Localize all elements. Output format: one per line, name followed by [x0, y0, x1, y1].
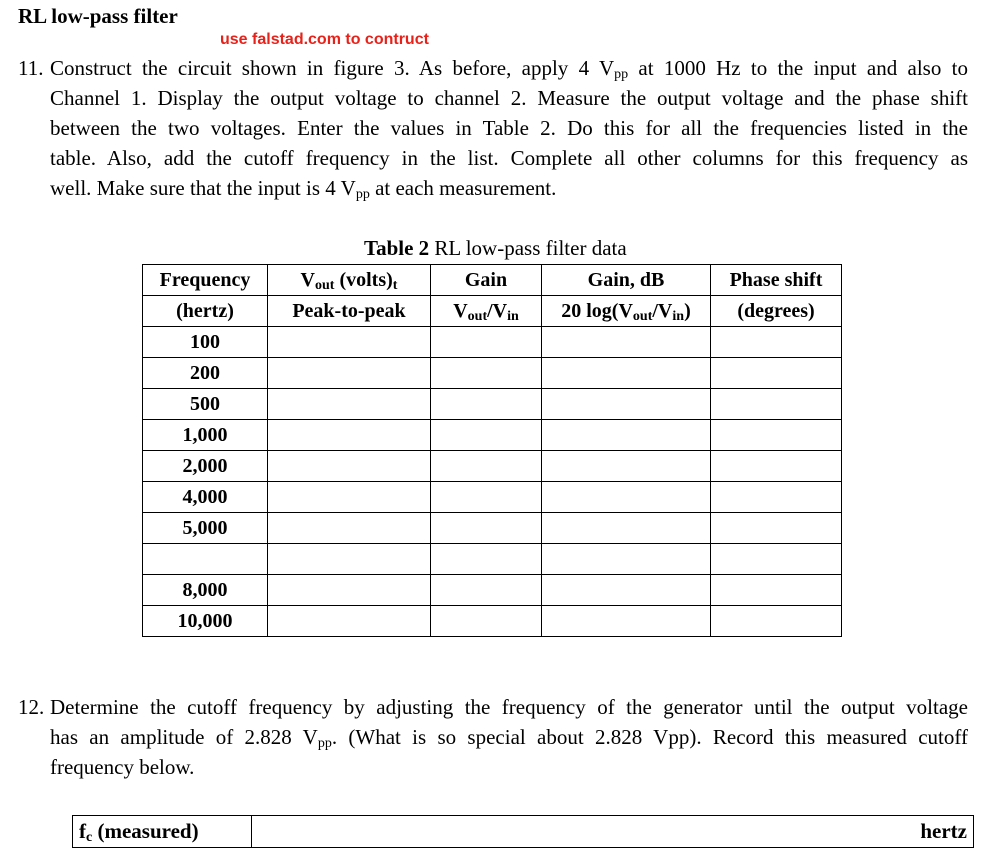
table-row — [143, 575, 842, 606]
entry-cell[interactable] — [431, 606, 542, 637]
table-header-row — [143, 265, 842, 296]
entry-cell[interactable] — [711, 451, 842, 482]
frequency-cell: 500 — [143, 389, 268, 420]
frequency-cell: 10,000 — [143, 606, 268, 637]
frequency-cell: 4,000 — [143, 482, 268, 513]
entry-cell[interactable] — [542, 575, 711, 606]
header-vout: $V_{out}$ $(volts)_t$ — [268, 265, 431, 296]
entry-cell[interactable] — [711, 513, 842, 544]
instruction-line: Construct the circuit shown in figure 3. As before, apply 4 $V_{pp}$ at 1000 Hz to the input and also to — [50, 56, 968, 82]
instruction-line: has an amplitude of 2.828 $V_{pp}$. (What is so special about 2.828 Vpp). Record this measured cutoff — [50, 725, 968, 751]
table-caption: Table 2 RL low-pass filter data — [364, 236, 627, 260]
header-degrees: (degrees) — [711, 296, 842, 327]
instruction-line: table. Also, add the cutoff frequency in the list. Complete all other columns for this frequency as — [50, 146, 968, 170]
entry-cell[interactable] — [711, 544, 842, 575]
entry-cell[interactable] — [268, 358, 431, 389]
cutoff-value-field[interactable] — [252, 816, 973, 847]
table-row — [143, 451, 842, 482]
entry-cell[interactable] — [431, 358, 542, 389]
table-row — [143, 482, 842, 513]
header-gain: Gain — [431, 265, 542, 296]
entry-cell[interactable] — [711, 482, 842, 513]
instruction-line: frequency below. — [50, 755, 195, 779]
annotation-note: use falstad.com to contruct — [220, 31, 429, 48]
table-row — [143, 544, 842, 575]
frequency-cell: 2,000 — [143, 451, 268, 482]
table-row — [143, 420, 842, 451]
header-phase-shift: Phase shift — [711, 265, 842, 296]
entry-cell[interactable] — [268, 389, 431, 420]
header-db-formula: 20 $\log(V_{out}/V_{in})$ — [542, 296, 711, 327]
table-row — [143, 606, 842, 637]
filter-data-table — [142, 264, 842, 637]
table-row — [143, 513, 842, 544]
instruction-line: between the two voltages. Enter the values in Table 2. Do this for all the frequencies listed in the — [50, 116, 968, 140]
entry-cell[interactable] — [268, 575, 431, 606]
entry-cell[interactable] — [268, 513, 431, 544]
entry-cell[interactable] — [431, 575, 542, 606]
table-header-row — [143, 296, 842, 327]
entry-cell[interactable] — [431, 482, 542, 513]
header-hertz: (hertz) — [143, 296, 268, 327]
entry-cell[interactable] — [431, 451, 542, 482]
entry-cell[interactable] — [711, 420, 842, 451]
entry-cell[interactable] — [711, 389, 842, 420]
frequency-cell — [143, 544, 268, 575]
entry-cell[interactable] — [542, 513, 711, 544]
item-number: 12. — [18, 695, 45, 719]
frequency-cell: 8,000 — [143, 575, 268, 606]
entry-cell[interactable] — [711, 575, 842, 606]
header-frequency: Frequency — [143, 265, 268, 296]
frequency-cell: 100 — [143, 327, 268, 358]
entry-cell[interactable] — [711, 606, 842, 637]
entry-cell[interactable] — [711, 327, 842, 358]
entry-cell[interactable] — [542, 482, 711, 513]
entry-cell[interactable] — [431, 327, 542, 358]
entry-cell[interactable] — [542, 451, 711, 482]
entry-cell[interactable] — [268, 327, 431, 358]
cutoff-label: $f_c$ (measured) — [73, 816, 252, 847]
cutoff-frequency-box — [72, 815, 974, 848]
entry-cell[interactable] — [542, 389, 711, 420]
instruction-11 — [18, 53, 968, 203]
instruction-line: well. Make sure that the input is 4 $V_{pp}$ at each measurement. — [50, 176, 557, 202]
instruction-line: Determine the cutoff frequency by adjusting the frequency of the generator until the output voltage — [50, 695, 968, 719]
item-number: 11. — [18, 56, 44, 80]
entry-cell[interactable] — [431, 420, 542, 451]
entry-cell[interactable] — [542, 544, 711, 575]
entry-cell[interactable] — [268, 420, 431, 451]
entry-cell[interactable] — [542, 327, 711, 358]
frequency-cell: 1,000 — [143, 420, 268, 451]
frequency-cell: 5,000 — [143, 513, 268, 544]
header-gain-ratio: $V_{out}/V_{in}$ — [431, 296, 542, 327]
entry-cell[interactable] — [268, 544, 431, 575]
entry-cell[interactable] — [268, 606, 431, 637]
entry-cell[interactable] — [431, 389, 542, 420]
entry-cell[interactable] — [542, 420, 711, 451]
table-row — [143, 389, 842, 420]
entry-cell[interactable] — [431, 544, 542, 575]
entry-cell[interactable] — [542, 606, 711, 637]
instruction-12 — [18, 692, 968, 782]
entry-cell[interactable] — [268, 482, 431, 513]
header-peak-to-peak: Peak-to-peak — [268, 296, 431, 327]
cutoff-unit: hertz — [920, 819, 967, 843]
entry-cell[interactable] — [431, 513, 542, 544]
entry-cell[interactable] — [542, 358, 711, 389]
entry-cell[interactable] — [711, 358, 842, 389]
frequency-cell: 200 — [143, 358, 268, 389]
table-row — [143, 358, 842, 389]
entry-cell[interactable] — [268, 451, 431, 482]
table-body — [143, 327, 842, 637]
section-title: RL low-pass filter — [18, 4, 178, 28]
instruction-line: Channel 1. Display the output voltage to channel 2. Measure the output voltage and the phase shift — [50, 86, 968, 110]
header-gain-db: Gain, dB — [542, 265, 711, 296]
table-row — [143, 327, 842, 358]
